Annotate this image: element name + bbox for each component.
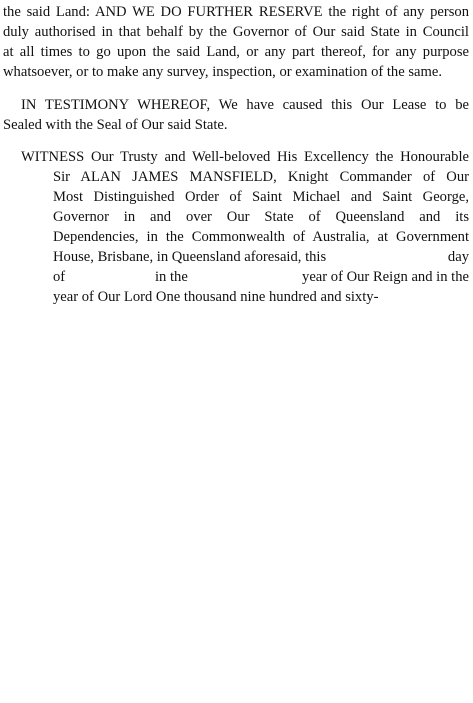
text-line: Sealed with the Seal of Our said State.: [3, 117, 228, 133]
text-line: IN TESTIMONY WHEREOF, We have caused this Our Lease to be: [21, 97, 469, 113]
text-line: Governor in and over Our State of Queensland and its: [53, 209, 469, 225]
text-line-with-blank: [53, 247, 469, 267]
blank-day-label: day: [447, 249, 469, 265]
text-line: Sir ALAN JAMES MANSFIELD, Knight Commander of Our: [53, 169, 469, 185]
text-line: duly authorised in that behalf by the Governor of Our said State in Council: [3, 24, 469, 40]
text-line: whatsoever, or to make any survey, inspection, or examination of the same.: [3, 64, 442, 80]
text-segment: year of Our Reign and in the: [302, 269, 469, 285]
text-segment: House, Brisbane, in Queensland aforesaid, this: [53, 249, 327, 265]
text-line: the said Land: AND WE DO FURTHER RESERVE the right of any person: [3, 4, 469, 20]
text-line: at all times to go upon the said Land, or any part thereof, for any purpose: [3, 44, 469, 60]
text-line: year of Our Lord One thousand nine hundred and sixty-: [53, 289, 379, 305]
text-line: Most Distinguished Order of Saint Michael and Saint George,: [53, 189, 469, 205]
blank-of-label: of: [53, 269, 66, 285]
text-line: WITNESS Our Trusty and Well-beloved His Excellency the Honourable: [21, 149, 469, 165]
text-line-with-blanks: [53, 267, 469, 287]
text-line: Dependencies, in the Commonwealth of Australia, at Government: [53, 229, 469, 245]
blank-in-the-label: in the: [155, 269, 188, 285]
